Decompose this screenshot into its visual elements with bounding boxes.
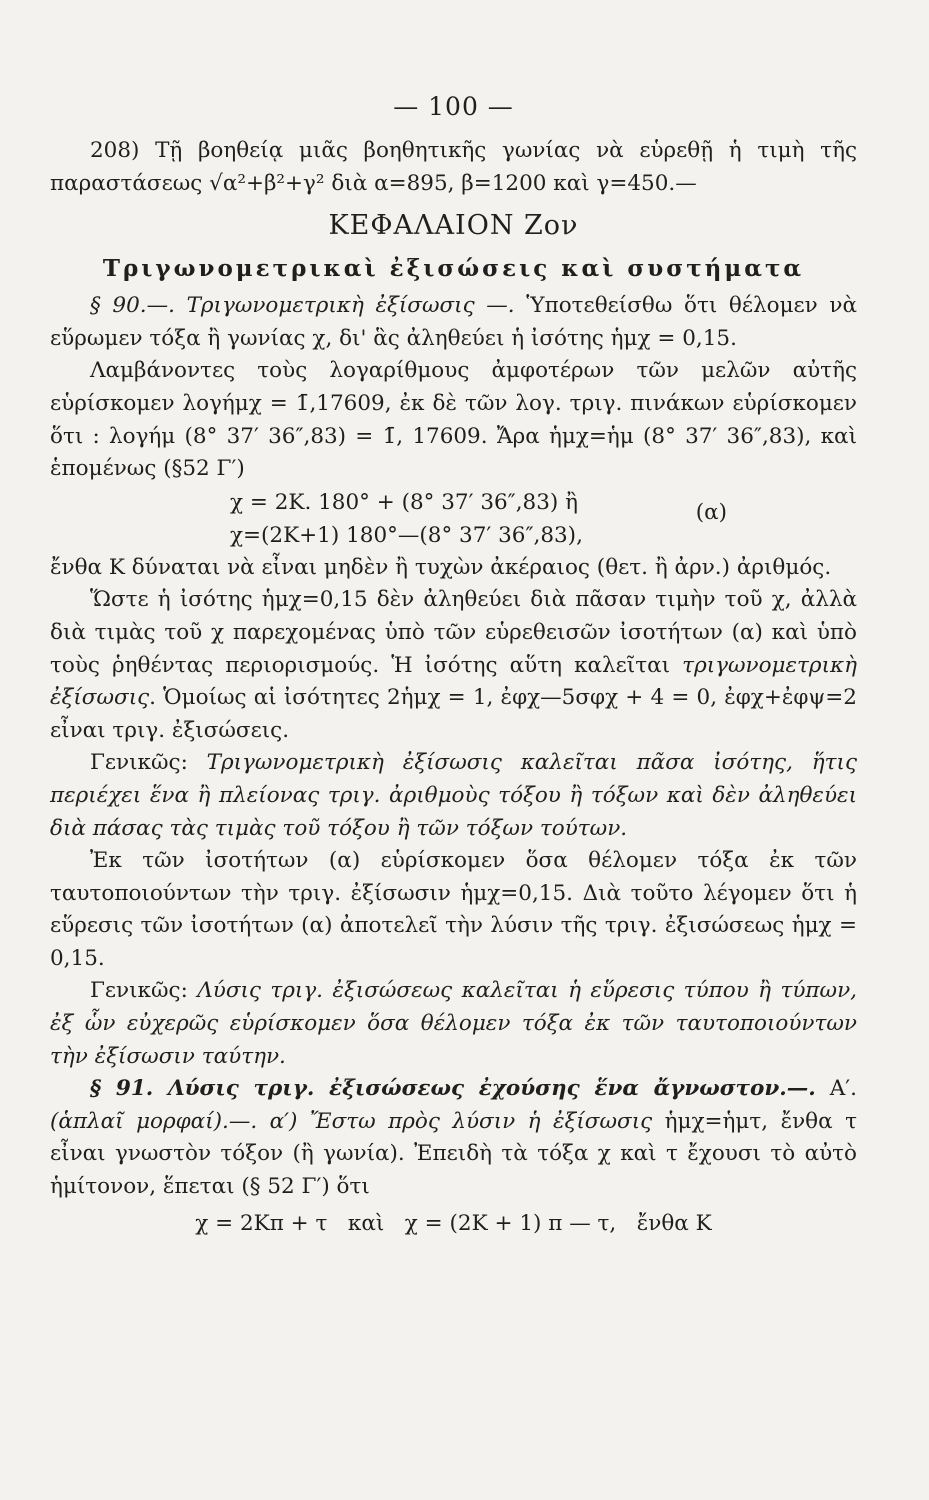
section-90	[50, 290, 857, 355]
definition-1-text: Τριγωνομετρικὴ ἐξίσωσις καλεῖται πᾶσα ἰσότης, ἥτις περιέχει ἕνα ἢ πλείονας τριγ. ἀριθμοὺς τόξου ἢ τόξων καὶ δὲν ἀληθεύει διὰ πάσας τὰς τιμὰς τοῦ τόξου ἢ τῶν τόξων τούτων.	[50, 750, 857, 841]
paragraph-ek: Ἐκ τῶν ἰσοτήτων (α) εὑρίσκομεν ὅσα θέλομεν τόξα ἐκ τῶν ταυτοποιούντων τὴν τριγ. ἐξίσωσιν ἡμχ=0,15. Διὰ τοῦτο λέγομεν ὅτι ἡ εὕρεσις τῶν ἰσοτήτων (α) ἀποτελεῖ τὴν λύσιν τῆς τριγ. ἐξισώσεως ἡμχ = 0,15.	[50, 848, 857, 971]
equation-1: χ = 2Κ. 180° + (8° 37′ 36″,83) ἢ	[230, 489, 578, 515]
section-90-heading: § 90.—. Τριγωνομετρικὴ ἐξίσωσις —.	[90, 293, 515, 319]
equation-block	[50, 486, 857, 552]
definition-2	[50, 975, 857, 1073]
paragraph-oste	[50, 584, 857, 747]
section-91-text: ἔνθα τ εἶναι γνωστὸν τόξον (ἢ γωνία). Ἐπειδὴ τὰ τόξα χ καὶ τ ἔχουσι τὸ αὐτὸ ἡμίτονον, ἕπεται (§ 52 Γ′) ὅτι	[50, 1108, 857, 1200]
section-90-text: Ὑποτεθείσθω ὅτι θέλομεν νὰ εὕρωμεν τόξα ἢ γωνίας χ, δι' ἃς ἀληθεύει ἡ ἰσότης ἡμχ = 0,15.	[50, 293, 857, 351]
exercise-208-line2: παραστάσεως √α²+β²+γ² διὰ α=895, β=1200 καὶ γ=450.—	[50, 170, 697, 196]
final-equation: χ = 2Κπ + τ καὶ χ = (2Κ + 1) π — τ, ἔνθα Κ	[195, 1210, 712, 1236]
section-91	[50, 1073, 857, 1203]
section-91-sub: Α′.	[815, 1076, 858, 1102]
paragraph-oste-part2: . Ὁμοίως αἱ ἰσότητες 2ἡμχ = 1, ἐφχ—5σφχ + 4 = 0, ἐφχ+ἐφψ=2 εἶναι τριγ. ἐξισώσεις.	[50, 685, 857, 743]
exercise-208-line1: 208) Τῇ βοηθείᾳ μιᾶς βοηθητικῆς γωνίας νὰ εὑρεθῇ ἡ τιμὴ τῆς	[90, 138, 857, 163]
page-number: — 100 —	[393, 92, 514, 121]
definition-2-text: Λύσις τριγ. ἐξισώσεως καλεῖται ἡ εὕρεσις τύπου ἢ τύπων, ἐξ ὧν εὐχερῶς εὑρίσκομεν ὅσα θέλομεν τόξα ἐκ τῶν ταυτοποιούντων τὴν ἐξίσωσιν ταύτην.	[50, 978, 857, 1069]
section-91-equation: ἡμχ=ἡμτ,	[664, 1108, 769, 1134]
section-91-heading: § 91. Λύσις τριγ. ἐξισώσεως ἐχούσης ἕνα ἄγνωστον.—.	[90, 1076, 816, 1102]
definition-1	[50, 747, 857, 845]
section-91-case: α′) Ἔστω πρὸς λύσιν ἡ ἐξίσωσις	[257, 1108, 665, 1134]
paragraph-oste-part1: Ὥστε ἡ ἰσότης ἡμχ=0,15 δὲν ἀληθεύει διὰ πᾶσαν τιμὴν τοῦ χ, ἀλλὰ διὰ τιμὰς τοῦ χ παρεχομένας ὑπὸ τῶν εὑρεθεισῶν ἰσοτήτων (α) καὶ ὑπὸ τοὺς ῥηθέντας περιορισμούς. Ἡ ἰσότης αὕτη καλεῖται	[50, 587, 857, 678]
chapter-subtitle: Τριγωνομετρικαὶ ἐξισώσεις καὶ συστήματα	[102, 255, 805, 283]
definition-1-label: Γενικῶς:	[90, 750, 188, 776]
equation-2: χ=(2Κ+1) 180°—(8° 37′ 36″,83),	[230, 522, 583, 548]
paragraph-lambanontes: Λαμβάνοντες τοὺς λογαρίθμους ἀμφοτέρων τῶν μελῶν αὐτῆς εὑρίσκομεν λογήμχ = 1̄,17609, ἐκ δὲ τῶν λογ. τριγ. πινάκων εὑρίσκομεν ὅτι : λογήμ (8° 37′ 36″,83) = 1̄, 17609. Ἄρα ἡμχ=ἡμ (8° 37′ 36″,83), καὶ ἑπομένως (§52 Γ′)	[50, 358, 857, 482]
equation-tag: (α)	[695, 499, 727, 525]
section-91-sub-title: (ἁπλαῖ μορφαί).—.	[50, 1108, 258, 1134]
chapter-title: ΚΕΦΑΛΑΙΟΝ Ζον	[328, 210, 579, 242]
term-trig-equation: τριγωνομετρικὴ ἐξίσωσις	[50, 652, 857, 711]
definition-2-label: Γενικῶς:	[90, 978, 188, 1004]
exercise-208	[50, 135, 857, 200]
paragraph-entha: ἔνθα Κ δύναται νὰ εἶναι μηδὲν ἢ τυχὼν ἀκέραιος (θετ. ἢ ἀρν.) ἀριθμός.	[50, 554, 832, 580]
